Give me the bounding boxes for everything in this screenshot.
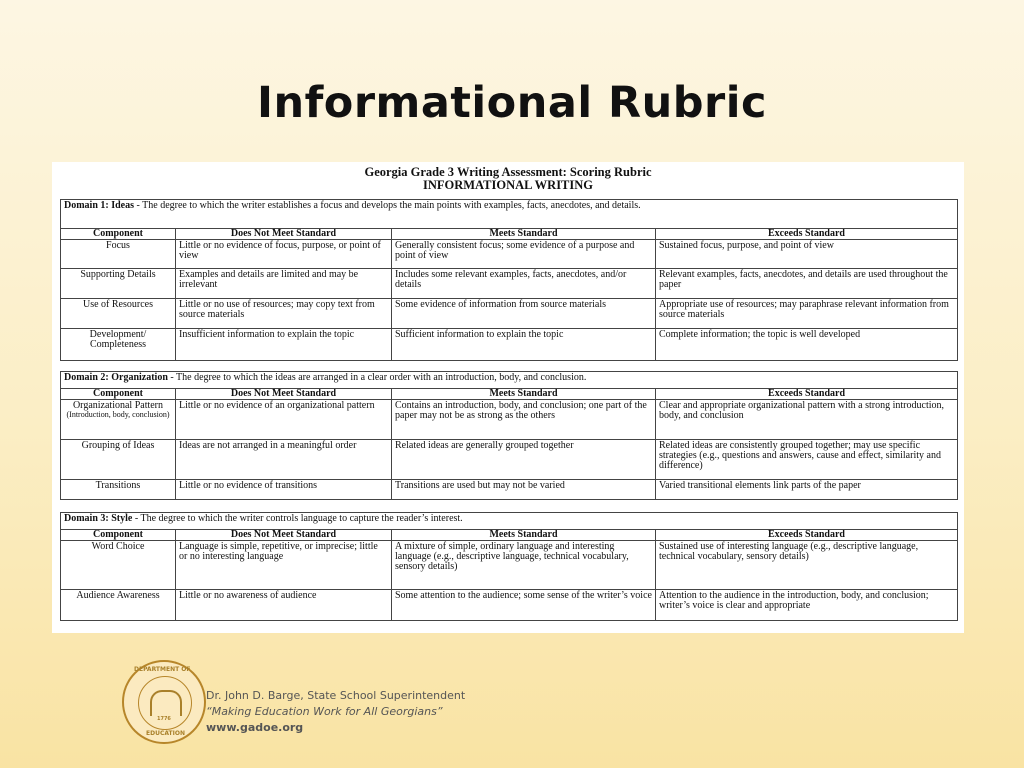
header-meets: Meets Standard [392,530,656,541]
header-exceeds: Exceeds Standard [656,530,958,541]
table-row [61,480,958,500]
table-row [61,400,958,440]
table-row [61,299,958,329]
meets-cell: Some attention to the audience; some sense of the writer’s voice [392,590,656,621]
component-cell: Transitions [61,480,176,500]
domain-label: Domain 3: Style [64,513,133,524]
rubric-heading-line1: Georgia Grade 3 Writing Assessment: Scoring Rubric [364,165,652,179]
exceeds-cell: Sustained focus, purpose, and point of view [656,240,958,269]
exceeds-cell: Related ideas are consistently grouped together; may use specific strategies (e.g., questions and answers, cause and effect, similarity and difference) [656,440,958,480]
domain-text: - The degree to which the writer establishes a focus and develops the main points with examples, facts, anecdotes, and details. [134,200,641,211]
header-component: Component [61,389,176,400]
meets-cell: Sufficient information to explain the topic [392,329,656,361]
header-does-not-meet: Does Not Meet Standard [176,530,392,541]
meets-cell: A mixture of simple, ordinary language and interesting language (e.g., descriptive language, technical vocabulary, sensory details) [392,541,656,590]
table-row [61,541,958,590]
rubric-heading [52,162,964,192]
header-meets: Meets Standard [392,389,656,400]
exceeds-cell: Appropriate use of resources; may paraphrase relevant information from source materials [656,299,958,329]
slide-title: Informational Rubric [256,78,767,128]
domain-2-table [60,371,958,500]
does-not-meet-cell: Little or no awareness of audience [176,590,392,621]
component-cell: Focus [61,240,176,269]
superintendent-line: Dr. John D. Barge, State School Superintendent [206,689,466,702]
seal-bottom-text: EDUCATION [146,730,185,737]
component-cell: Supporting Details [61,269,176,299]
header-exceeds: Exceeds Standard [656,229,958,240]
domain-text: - The degree to which the ideas are arranged in a clear order with an introduction, body, and conclusion. [167,372,587,383]
table-row [61,440,958,480]
meets-cell: Some evidence of information from source materials [392,299,656,329]
does-not-meet-cell: Little or no evidence of focus, purpose, or point of view [176,240,392,269]
table-row [61,329,958,361]
table-row [61,590,958,621]
domain-description [61,200,958,229]
does-not-meet-cell: Little or no use of resources; may copy text from source materials [176,299,392,329]
seal-year: 1776 [157,716,171,722]
rubric-document [52,162,964,633]
does-not-meet-cell: Examples and details are limited and may be irrelevant [176,269,392,299]
meets-cell: Transitions are used but may not be varied [392,480,656,500]
does-not-meet-cell: Little or no evidence of transitions [176,480,392,500]
exceeds-cell: Attention to the audience in the introduction, body, and conclusion; writer’s voice is clear and appropriate [656,590,958,621]
footer-text [206,688,465,736]
seal-top-text: DEPARTMENT OF [134,666,191,673]
does-not-meet-cell: Ideas are not arranged in a meaningful order [176,440,392,480]
domain-label: Domain 1: Ideas [64,200,135,211]
component-label: Organizational Pattern [72,400,164,411]
domain-3-table [60,512,958,621]
meets-cell: Related ideas are generally grouped together [392,440,656,480]
component-cell: Development/ Completeness [61,329,176,361]
motto-line: “Making Education Work for All Georgians” [206,705,443,718]
component-cell: Use of Resources [61,299,176,329]
meets-cell: Generally consistent focus; some evidence of a purpose and point of view [392,240,656,269]
does-not-meet-cell: Insufficient information to explain the topic [176,329,392,361]
exceeds-cell: Sustained use of interesting language (e.g., descriptive language, technical vocabulary, sensory details) [656,541,958,590]
header-does-not-meet: Does Not Meet Standard [176,389,392,400]
exceeds-cell: Varied transitional elements link parts of the paper [656,480,958,500]
footer [122,660,522,750]
rubric-heading-line2: INFORMATIONAL WRITING [422,178,594,192]
domain-text: - The degree to which the writer controls language to capture the reader’s interest. [132,513,463,524]
component-cell: Grouping of Ideas [61,440,176,480]
department-seal-icon [122,660,206,744]
does-not-meet-cell: Language is simple, repetitive, or imprecise; little or no interesting language [176,541,392,590]
header-component: Component [61,229,176,240]
component-cell: Word Choice [61,541,176,590]
does-not-meet-cell: Little or no evidence of an organizational pattern [176,400,392,440]
domain-1-table [60,199,958,361]
table-row [61,240,958,269]
domain-label: Domain 2: Organization [64,372,168,383]
component-cell: Audience Awareness [61,590,176,621]
component-cell [61,400,176,440]
exceeds-cell: Relevant examples, facts, anecdotes, and details are used throughout the paper [656,269,958,299]
domain-description [61,513,958,530]
table-row [61,269,958,299]
header-does-not-meet: Does Not Meet Standard [176,229,392,240]
component-note: (Introduction, body, conclusion) [66,410,170,419]
website-line: www.gadoe.org [206,721,304,734]
header-meets: Meets Standard [392,229,656,240]
exceeds-cell: Clear and appropriate organizational pattern with a strong introduction, body, and conclusion [656,400,958,440]
exceeds-cell: Complete information; the topic is well developed [656,329,958,361]
header-component: Component [61,530,176,541]
meets-cell: Contains an introduction, body, and conclusion; one part of the paper may not be as strong as the others [392,400,656,440]
meets-cell: Includes some relevant examples, facts, anecdotes, and/or details [392,269,656,299]
seal-arch-icon [150,690,182,716]
header-exceeds: Exceeds Standard [656,389,958,400]
domain-description [61,372,958,389]
